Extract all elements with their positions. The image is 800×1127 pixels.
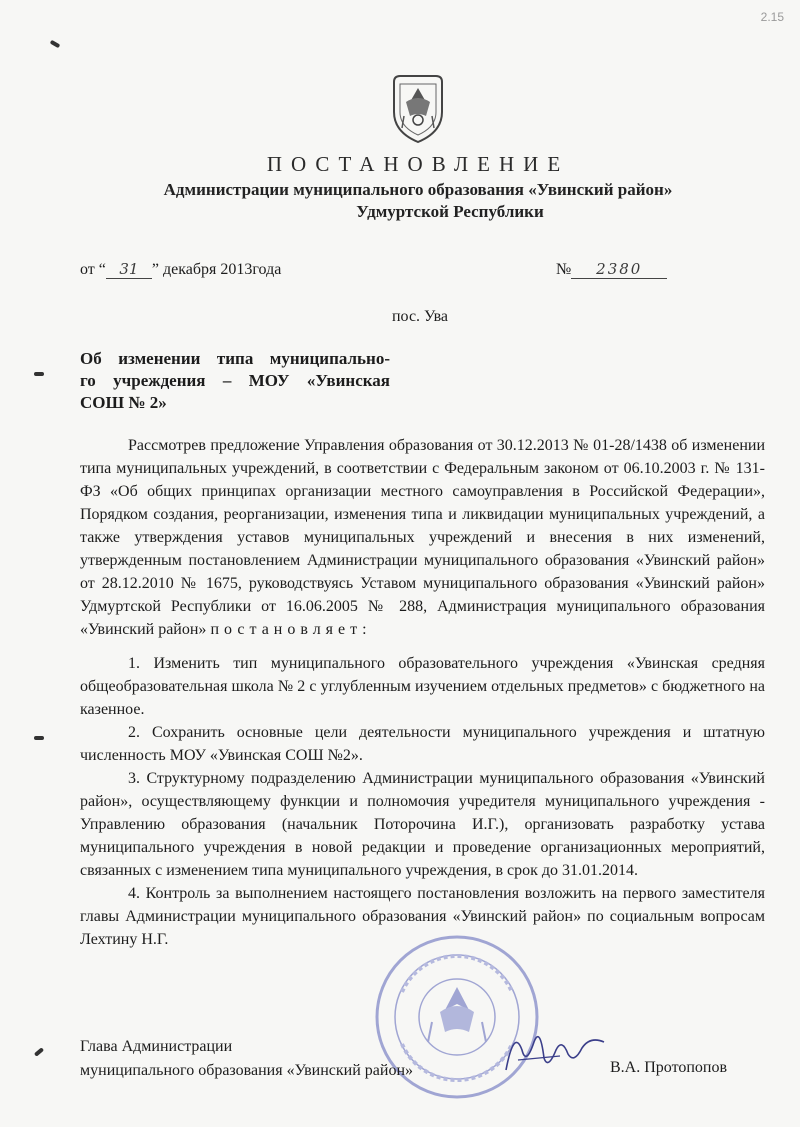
decree-item: 3. Структурному подразделению Администрации муниципального образования «Увинский район», осуществляющему функции и полномочия учредителя муниципального учреждения - Управлению образования (начальник Поторочина И.Г.), организовать разработку устава муниципального учреждения в новой редакции и проведение организационных мероприятий, связанных с изменением типа муниципального учреждения, в срок до 31.01.2014. [80,770,765,879]
date-suffix: ” декабря 2013года [151,261,282,278]
scan-speck [34,372,44,376]
preamble-text: Рассмотрев предложение Управления образования от 30.12.2013 № 01-28/1438 об изменении типа муниципальных учреждений, в соответствии с Федеральным законом от 06.10.2003 г. № 131-ФЗ «Об общих принципах организации местного самоуправления в Российской Федерации», Порядком создания, реорганизации, изменения типа и ликвидации муниципальных учреждений, а также утверждения уставов муниципальных учреждений и внесения в них изменений, утвержденным постановлением Администрации муниципального образования «Увинский район» от 28.12.2010 № 1675, руководствуясь Уставом муниципального образования «Увинский район» Удмуртской Республики от 16.06.2005 № 288, Администрация муниципального образования «Увинский район» [80,437,765,638]
date-prefix: от “ [80,261,106,278]
preamble-paragraph [80,434,765,641]
signatory-title-line: муниципального образования «Увинский район» [80,1062,414,1079]
signatory-title-line: Глава Администрации [80,1038,233,1055]
coat-of-arms-emblem [386,72,450,144]
number-sign: № [556,261,572,278]
decree-item: 4. Контроль за выполнением настоящего постановления возложить на первого заместителя главы Администрации муниципального образования «Увинский район» по социальным вопросам Лехтину Н.Г. [80,885,765,948]
scan-speck [34,736,44,740]
document-date [80,260,281,279]
handwritten-signature [500,1020,610,1080]
issuing-authority: Администрации муниципального образования «Увинский район» [163,180,673,199]
subject-line: Об изменении типа муниципально- [80,349,390,368]
decree-item: 2. Сохранить основные цели деятельности муниципального учреждения и штатную численность МОУ «Увинская СОШ №2». [80,724,765,764]
subject-line: го учреждения – МОУ «Увинская [80,371,390,390]
decree-item: 1. Изменить тип муниципального образовательного учреждения «Увинская средняя общеобразовательная школа № 2 с углубленным изучением отдельных предметов» с бюджетного на казенное. [80,655,765,718]
signatory-name: В.А. Протопопов [610,1059,728,1076]
signatory-position [80,1035,413,1083]
document-subject [80,348,390,414]
document-body [80,434,765,951]
number-handwritten: 2380 [571,260,667,279]
place-of-issue: пос. Ува [391,308,449,325]
document-number [556,260,667,279]
subject-line: СОШ № 2» [80,393,167,412]
date-day-handwritten: 31 [106,260,152,279]
republic-name: Удмуртской Республики [356,202,544,221]
document-title: ПОСТАНОВЛЕНИЕ [266,152,570,176]
decree-word: постановляет: [210,621,372,638]
corner-page-mark: 2.15 [760,10,784,24]
scan-speck [34,1047,44,1056]
scan-speck [50,40,61,48]
